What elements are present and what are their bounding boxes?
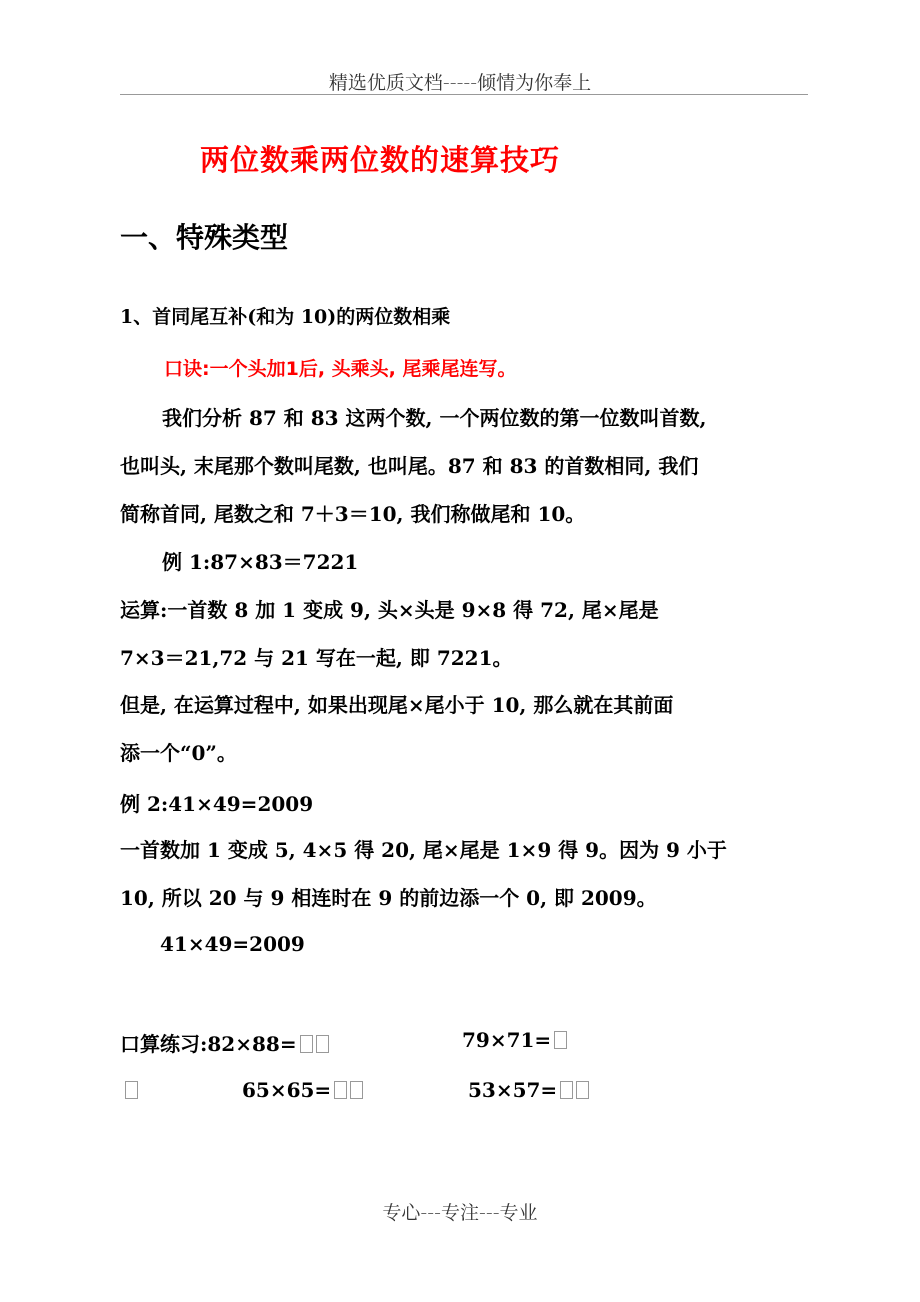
intro-line-2: 也叫头, 末尾那个数叫尾数, 也叫尾。87 和 83 的首数相同, 我们 — [120, 454, 699, 478]
result-2: 41×49=2009 — [160, 932, 305, 956]
calc-2-line-2: 10, 所以 20 与 9 相连时在 9 的前边添一个 0, 即 2009。 — [120, 886, 657, 910]
intro-line-3: 简称首同, 尾数之和 7＋3＝10, 我们称做尾和 10。 — [120, 502, 586, 526]
practice-item-1: 82×88= — [207, 1032, 297, 1056]
practice-row-1 — [120, 1028, 329, 1057]
answer-box — [350, 1081, 363, 1099]
page-footer: 专心---专注---专业 — [382, 1202, 538, 1224]
answer-box — [300, 1035, 313, 1053]
example-1: 例 1:87×83＝7221 — [162, 550, 359, 574]
answer-box — [560, 1081, 573, 1099]
intro-line-1: 我们分析 87 和 83 这两个数, 一个两位数的第一位数叫首数, — [162, 406, 707, 430]
practice-item-4: 53×57= — [468, 1078, 558, 1102]
practice-item-2: 79×71= — [462, 1028, 552, 1052]
calc-2-line-1: 一首数加 1 变成 5, 4×5 得 20, 尾×尾是 1×9 得 9。因为 9 小于 — [120, 838, 727, 862]
answer-box — [334, 1081, 347, 1099]
header-divider — [120, 94, 808, 95]
practice-item-3: 65×65= — [242, 1078, 332, 1102]
practice-item-3-wrap — [242, 1078, 363, 1102]
document-title: 两位数乘两位数的速算技巧 — [200, 143, 561, 177]
practice-label: 口算练习: — [120, 1032, 208, 1056]
practice-item-4-wrap — [468, 1078, 589, 1102]
answer-box — [576, 1081, 589, 1099]
example-2: 例 2:41×49=2009 — [120, 792, 314, 816]
note-line-2: 添一个“0”。 — [120, 741, 237, 765]
rhyme-text: 口诀:一个头加1后, 头乘头, 尾乘尾连写。 — [164, 358, 517, 380]
answer-box — [554, 1031, 567, 1049]
answer-box — [316, 1035, 329, 1053]
section-heading: 一、特殊类型 — [120, 221, 289, 254]
practice-row-2 — [120, 1078, 138, 1102]
answer-box — [125, 1081, 138, 1099]
note-line-1: 但是, 在运算过程中, 如果出现尾×尾小于 10, 那么就在其前面 — [120, 693, 674, 717]
subsection-heading: 1、首同尾互补(和为 10)的两位数相乘 — [120, 306, 451, 328]
calc-1-line-1: 运算:一首数 8 加 1 变成 9, 头×头是 9×8 得 72, 尾×尾是 — [120, 598, 659, 622]
practice-item-2-wrap — [462, 1028, 567, 1052]
page-header: 精选优质文档-----倾情为你奉上 — [328, 72, 592, 94]
calc-1-line-2: 7×3＝21,72 与 21 写在一起, 即 7221。 — [120, 646, 513, 670]
